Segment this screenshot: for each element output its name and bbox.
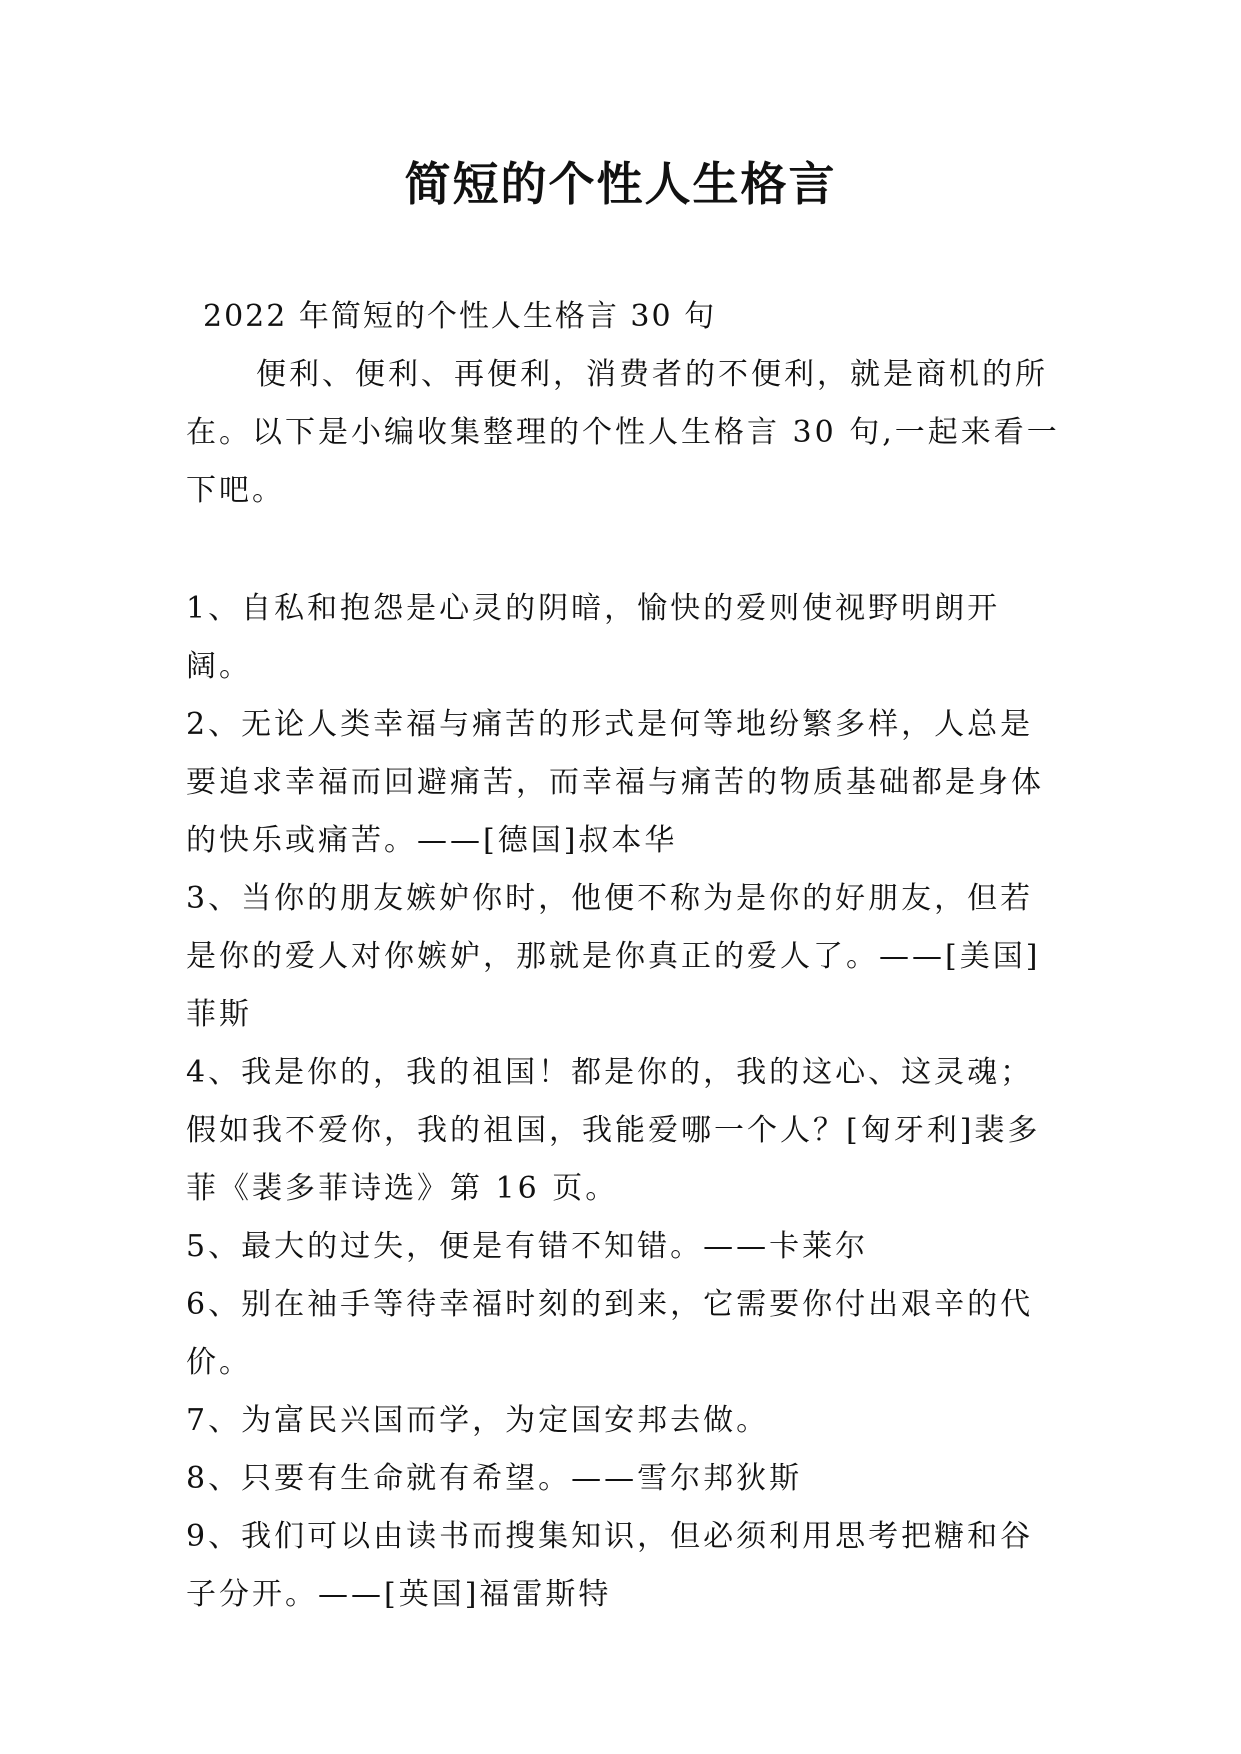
quote-item: 6、别在袖手等待幸福时刻的到来，它需要你付出艰辛的代价。 xyxy=(186,1287,1034,1380)
quote-item: 4、我是你的，我的祖国！都是你的，我的这心、这灵魂；假如我不爱你，我的祖国，我能爱哪一个人？[匈牙利]裴多菲《裴多菲诗选》第 16 页。 xyxy=(186,1055,1041,1206)
quote-item: 2、无论人类幸福与痛苦的形式是何等地纷繁多样，人总是要追求幸福而回避痛苦，而幸福与痛苦的物质基础都是身体的快乐或痛苦。——[德国]叔本华 xyxy=(186,707,1044,858)
quote-item: 3、当你的朋友嫉妒你时，他便不称为是你的好朋友，但若是你的爱人对你嫉妒，那就是你真正的爱人了。——[美国]菲斯 xyxy=(186,881,1041,1032)
quote-item: 1、自私和抱怨是心灵的阴暗，愉快的爱则使视野明朗开阔。 xyxy=(186,591,1001,684)
quote-item: 5、最大的过失，便是有错不知错。——卡莱尔 xyxy=(186,1229,869,1264)
quote-item: 8、只要有生命就有希望。——雪尔邦狄斯 xyxy=(186,1461,803,1496)
document-title: 简短的个性人生格言 xyxy=(404,157,837,211)
quote-item: 9、我们可以由读书而搜集知识，但必须利用思考把糖和谷子分开。——[英国]福雷斯特 xyxy=(186,1519,1034,1612)
quote-item: 7、为富民兴国而学，为定国安邦去做。 xyxy=(186,1403,770,1438)
document-subtitle: 2022 年简短的个性人生格言 30 句 xyxy=(203,299,717,334)
intro-paragraph: 便利、便利、再便利，消费者的不便利，就是商机的所在。以下是小编收集整理的个性人生格言 30 句,一起来看一下吧。 xyxy=(186,357,1060,508)
quote-list xyxy=(186,580,1066,1624)
